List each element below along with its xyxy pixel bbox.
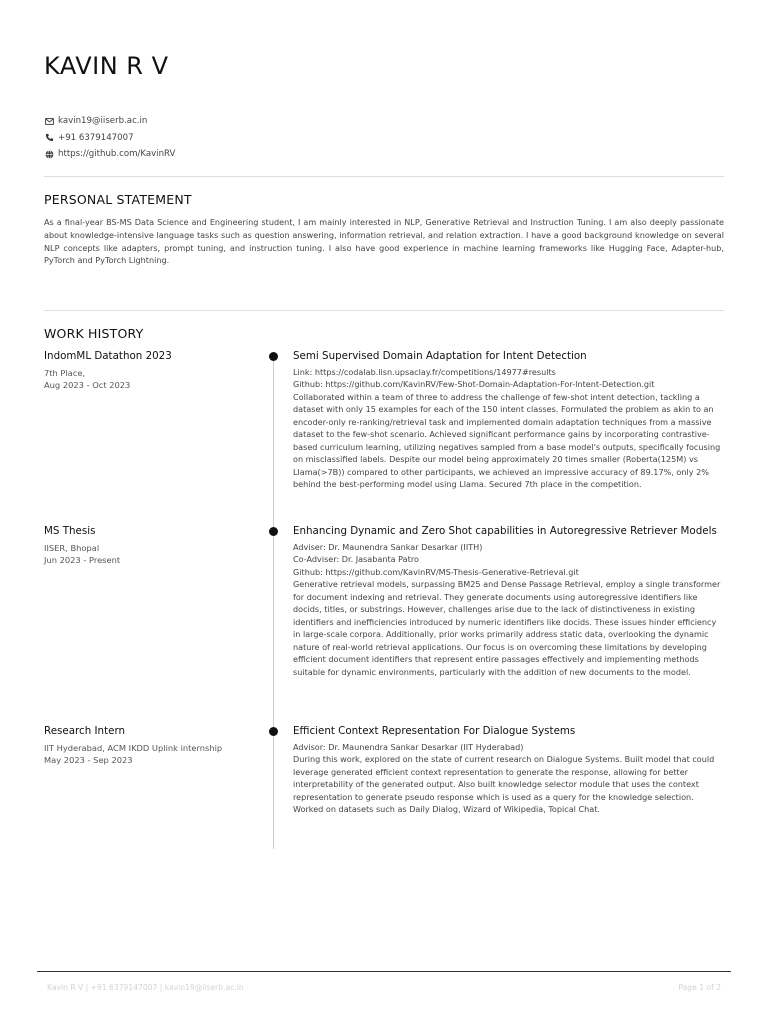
divider: [44, 310, 724, 311]
timeline-line: [273, 357, 274, 849]
page-number: Page 1 of 2: [678, 983, 721, 992]
entry-organization: 7th Place,: [44, 368, 86, 378]
divider: [44, 176, 724, 177]
phone-icon: [44, 133, 54, 143]
contact-github: [44, 146, 175, 162]
personal-statement-text: As a final-year BS-MS Data Science and Engineering student, I am mainly interested in NLP, Generative Retrieval and Instruction Tuning. I am also deeply passionate about knowledge-intensive language tasks such as question answering, information retrieval, and relation extraction. I have a good background knowledge on several NLP concepts like adapters, prompt tuning, and instruction tuning. I also have good experience in machine learning frameworks like Hugging Face, Adapter-hub, PyTorch and PyTorch Lightning.: [44, 217, 724, 266]
contact-list: [44, 113, 175, 163]
phone-text[interactable]: +91 6379147007: [58, 132, 134, 143]
footer-divider: [37, 971, 731, 972]
entry-description: Link: https://codalab.lisn.upsaclay.fr/competitions/14977#results Github: https://github.com/KavinRV/Few-Shot-Domain-Adaptation-For-Intent-Detection.git Collaborated within a team of three to address the challenge of few-shot intent detection, tackling a dataset with only 15 examples for each of the 150 intent classes. Formulated the problem as akin to an encoder-only re-ranking/retrieval task and implemented domain adaptation techniques from a massive dataset to the few-shot scenario. Achieved significant performance gains by incorporating contrastive-based curriculum learning, utilizing negatives sampled from a base model's outputs, specifically focusing on misclassified labels. Despite our model being approximately 20 times smaller (Roberta(125M) vs Llama(>7B)) compared to other participants, we achieved an impressive accuracy of 89.17%, only 2% behind the best-performing model using Llama. Secured 7th place in the competition.: [293, 367, 721, 490]
timeline-dot: [269, 527, 278, 536]
envelope-icon: [44, 116, 54, 126]
footer-contact: Kavin R V | +91 6379147007 | kavin19@iiserb.ac.in: [47, 983, 244, 992]
email-text[interactable]: kavin19@iiserb.ac.in: [58, 116, 148, 126]
entry-title: Semi Supervised Domain Adaptation for Intent Detection: [293, 350, 587, 362]
entry-dates: May 2023 - Sep 2023: [44, 755, 133, 766]
entry-dates: Jun 2023 - Present: [44, 555, 121, 566]
entry-organization: IISER, Bhopal: [44, 543, 100, 553]
entry-description: Adviser: Dr. Maunendra Sankar Desarkar (IITH) Co-Adviser: Dr. Jasabanta Patro Github: https://github.com/KavinRV/MS-Thesis-Generative-Retrieval.git Generative retrieval models, surpassing BM25 and Dense Passage Retrieval, employ a single transformer for document indexing and retrieval. They generate documents using autoregressive identifiers like docids, titles, or substrings. However, challenges arise due to the lack of distinctiveness in existing identifiers and inefficiencies introduced by numeric identifiers like docids. These issues hinder efficiency in large-scale corpora. Additionally, prior works primarily address static data, overlooking the dynamic nature of real-world retrieval applications. Our focus is on overcoming these limitations by developing efficient document identifiers that represent entire passages effectively and implementing methods suitable for dynamic environments, particularly with the addition of new documents to the model.: [293, 542, 721, 677]
personal-statement-heading: PERSONAL STATEMENT: [44, 192, 192, 207]
entry-role: IndomML Datathon 2023: [44, 350, 172, 362]
entry-title: Enhancing Dynamic and Zero Shot capabilities in Autoregressive Retriever Models: [293, 525, 717, 537]
entry-description: Advisor: Dr. Maunendra Sankar Desarkar (IIT Hyderabad) During this work, explored on the state of current research on Dialogue Systems. Built model that could leverage generated efficient context representation to generate the response, allowing for better interpretability of the generated output. Also built knowledge selector module that uses the context representation to generate pseudo response which is used as a query for the knowledge selection. Worked on datasets such as Daily Dialog, Wizard of Wikipedia, Topical Chat.: [293, 742, 715, 815]
globe-icon: [44, 149, 54, 159]
entry-title: Efficient Context Representation For Dialogue Systems: [293, 725, 576, 737]
entry-organization: IIT Hyderabad, ACM IKDD Uplink internship: [44, 743, 223, 753]
timeline-dot: [269, 727, 278, 736]
github-link[interactable]: https://github.com/KavinRV: [58, 149, 176, 159]
contact-phone: [44, 130, 175, 146]
timeline-dot: [269, 352, 278, 361]
entry-role: MS Thesis: [44, 525, 96, 537]
contact-email: [44, 113, 175, 129]
candidate-name: KAVIN R V: [44, 52, 169, 80]
work-history-heading: WORK HISTORY: [44, 326, 144, 341]
entry-role: Research Intern: [44, 725, 126, 737]
entry-dates: Aug 2023 - Oct 2023: [44, 380, 131, 391]
